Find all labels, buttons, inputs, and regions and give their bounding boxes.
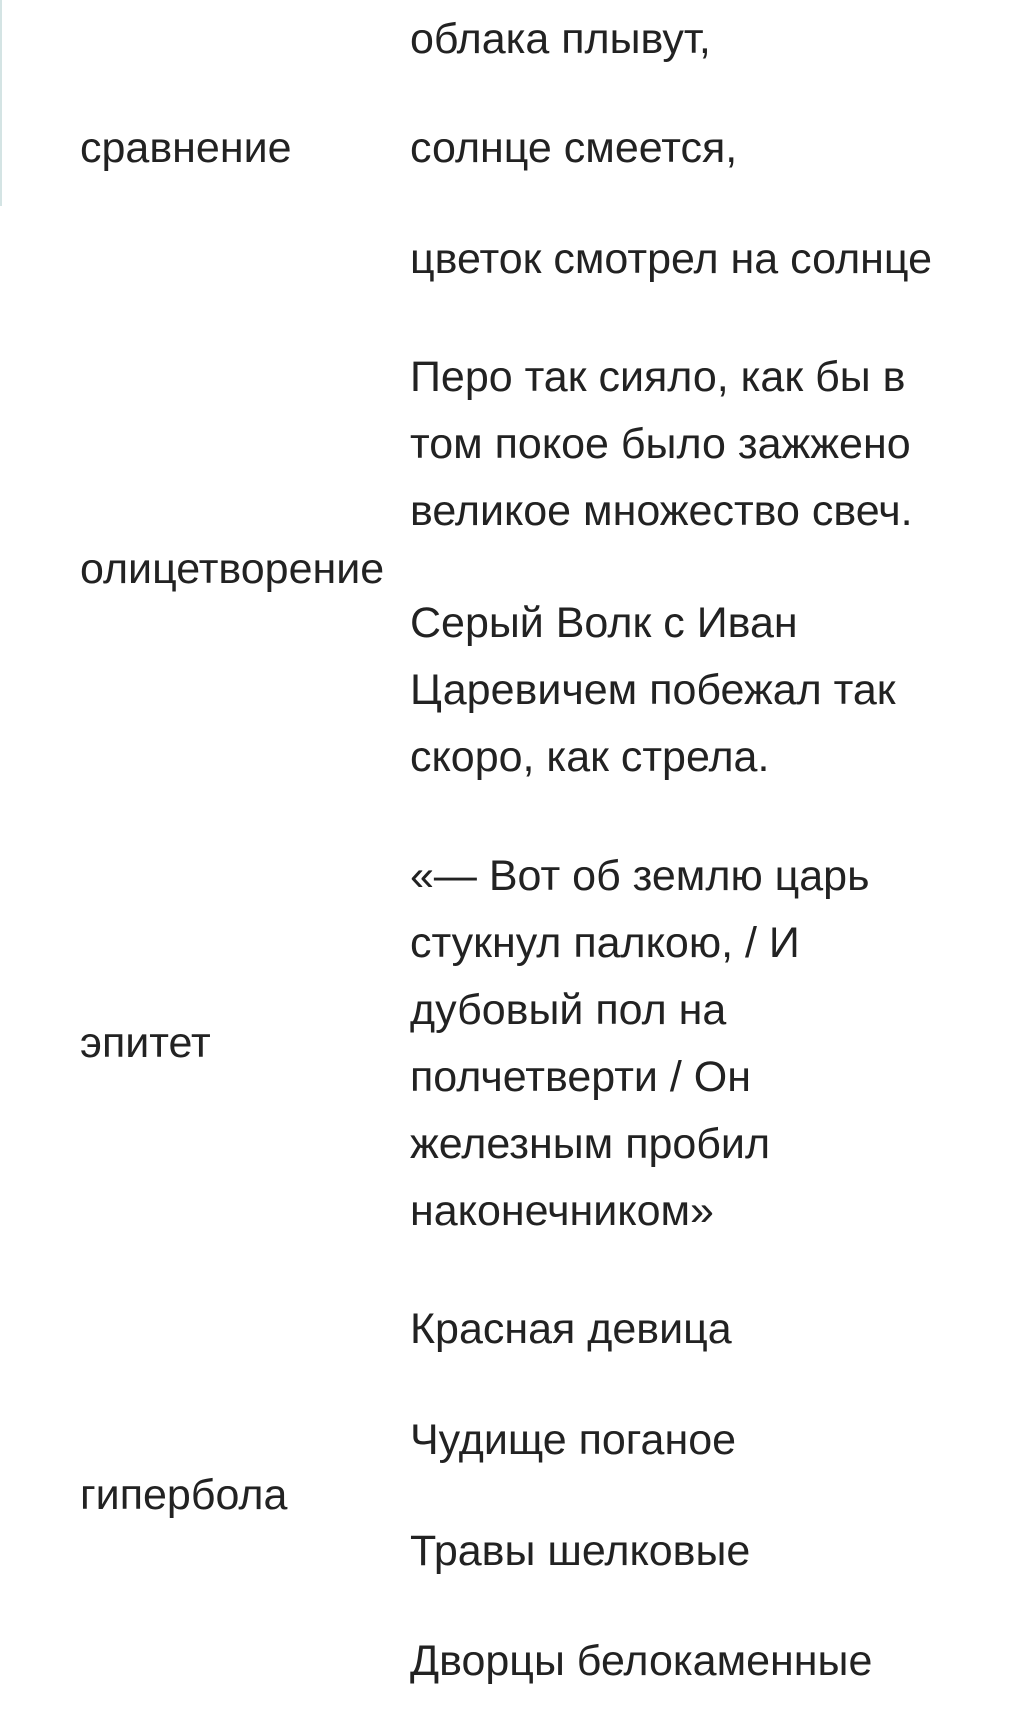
example-line: железным пробил (410, 1120, 771, 1168)
example-line: Дворцы белокаменные (410, 1637, 873, 1685)
example-line: Перо так сияло, как бы в (410, 353, 906, 401)
example-line: стукнул палкою, / И (410, 919, 800, 967)
example-line: облака плывут, (410, 15, 711, 63)
example-line: наконечником» (410, 1187, 714, 1235)
example-line: великое множество свеч. (410, 487, 913, 535)
term-epithet: эпитет (80, 1019, 211, 1067)
term-hyperbole: гипербола (80, 1471, 288, 1519)
term-comparison: сравнение (80, 124, 292, 172)
example-line: «— Вот об землю царь (410, 852, 870, 900)
example-line: цветок смотрел на солнце (410, 235, 932, 283)
example-line: дубовый пол на (410, 986, 727, 1034)
example-line: Чудище поганое (410, 1416, 737, 1464)
left-border-accent (0, 0, 2, 206)
example-line: Серый Волк с Иван (410, 599, 798, 647)
example-line: Травы шелковые (410, 1527, 751, 1575)
example-line: скоро, как стрела. (410, 733, 770, 781)
term-personification: олицетворение (80, 545, 385, 593)
example-line: том покое было зажжено (410, 420, 911, 468)
example-line: солнце смеется, (410, 124, 738, 172)
example-line: Красная девица (410, 1305, 732, 1353)
example-line: Царевичем побежал так (410, 666, 896, 714)
example-line: полчетверти / Он (410, 1053, 751, 1101)
